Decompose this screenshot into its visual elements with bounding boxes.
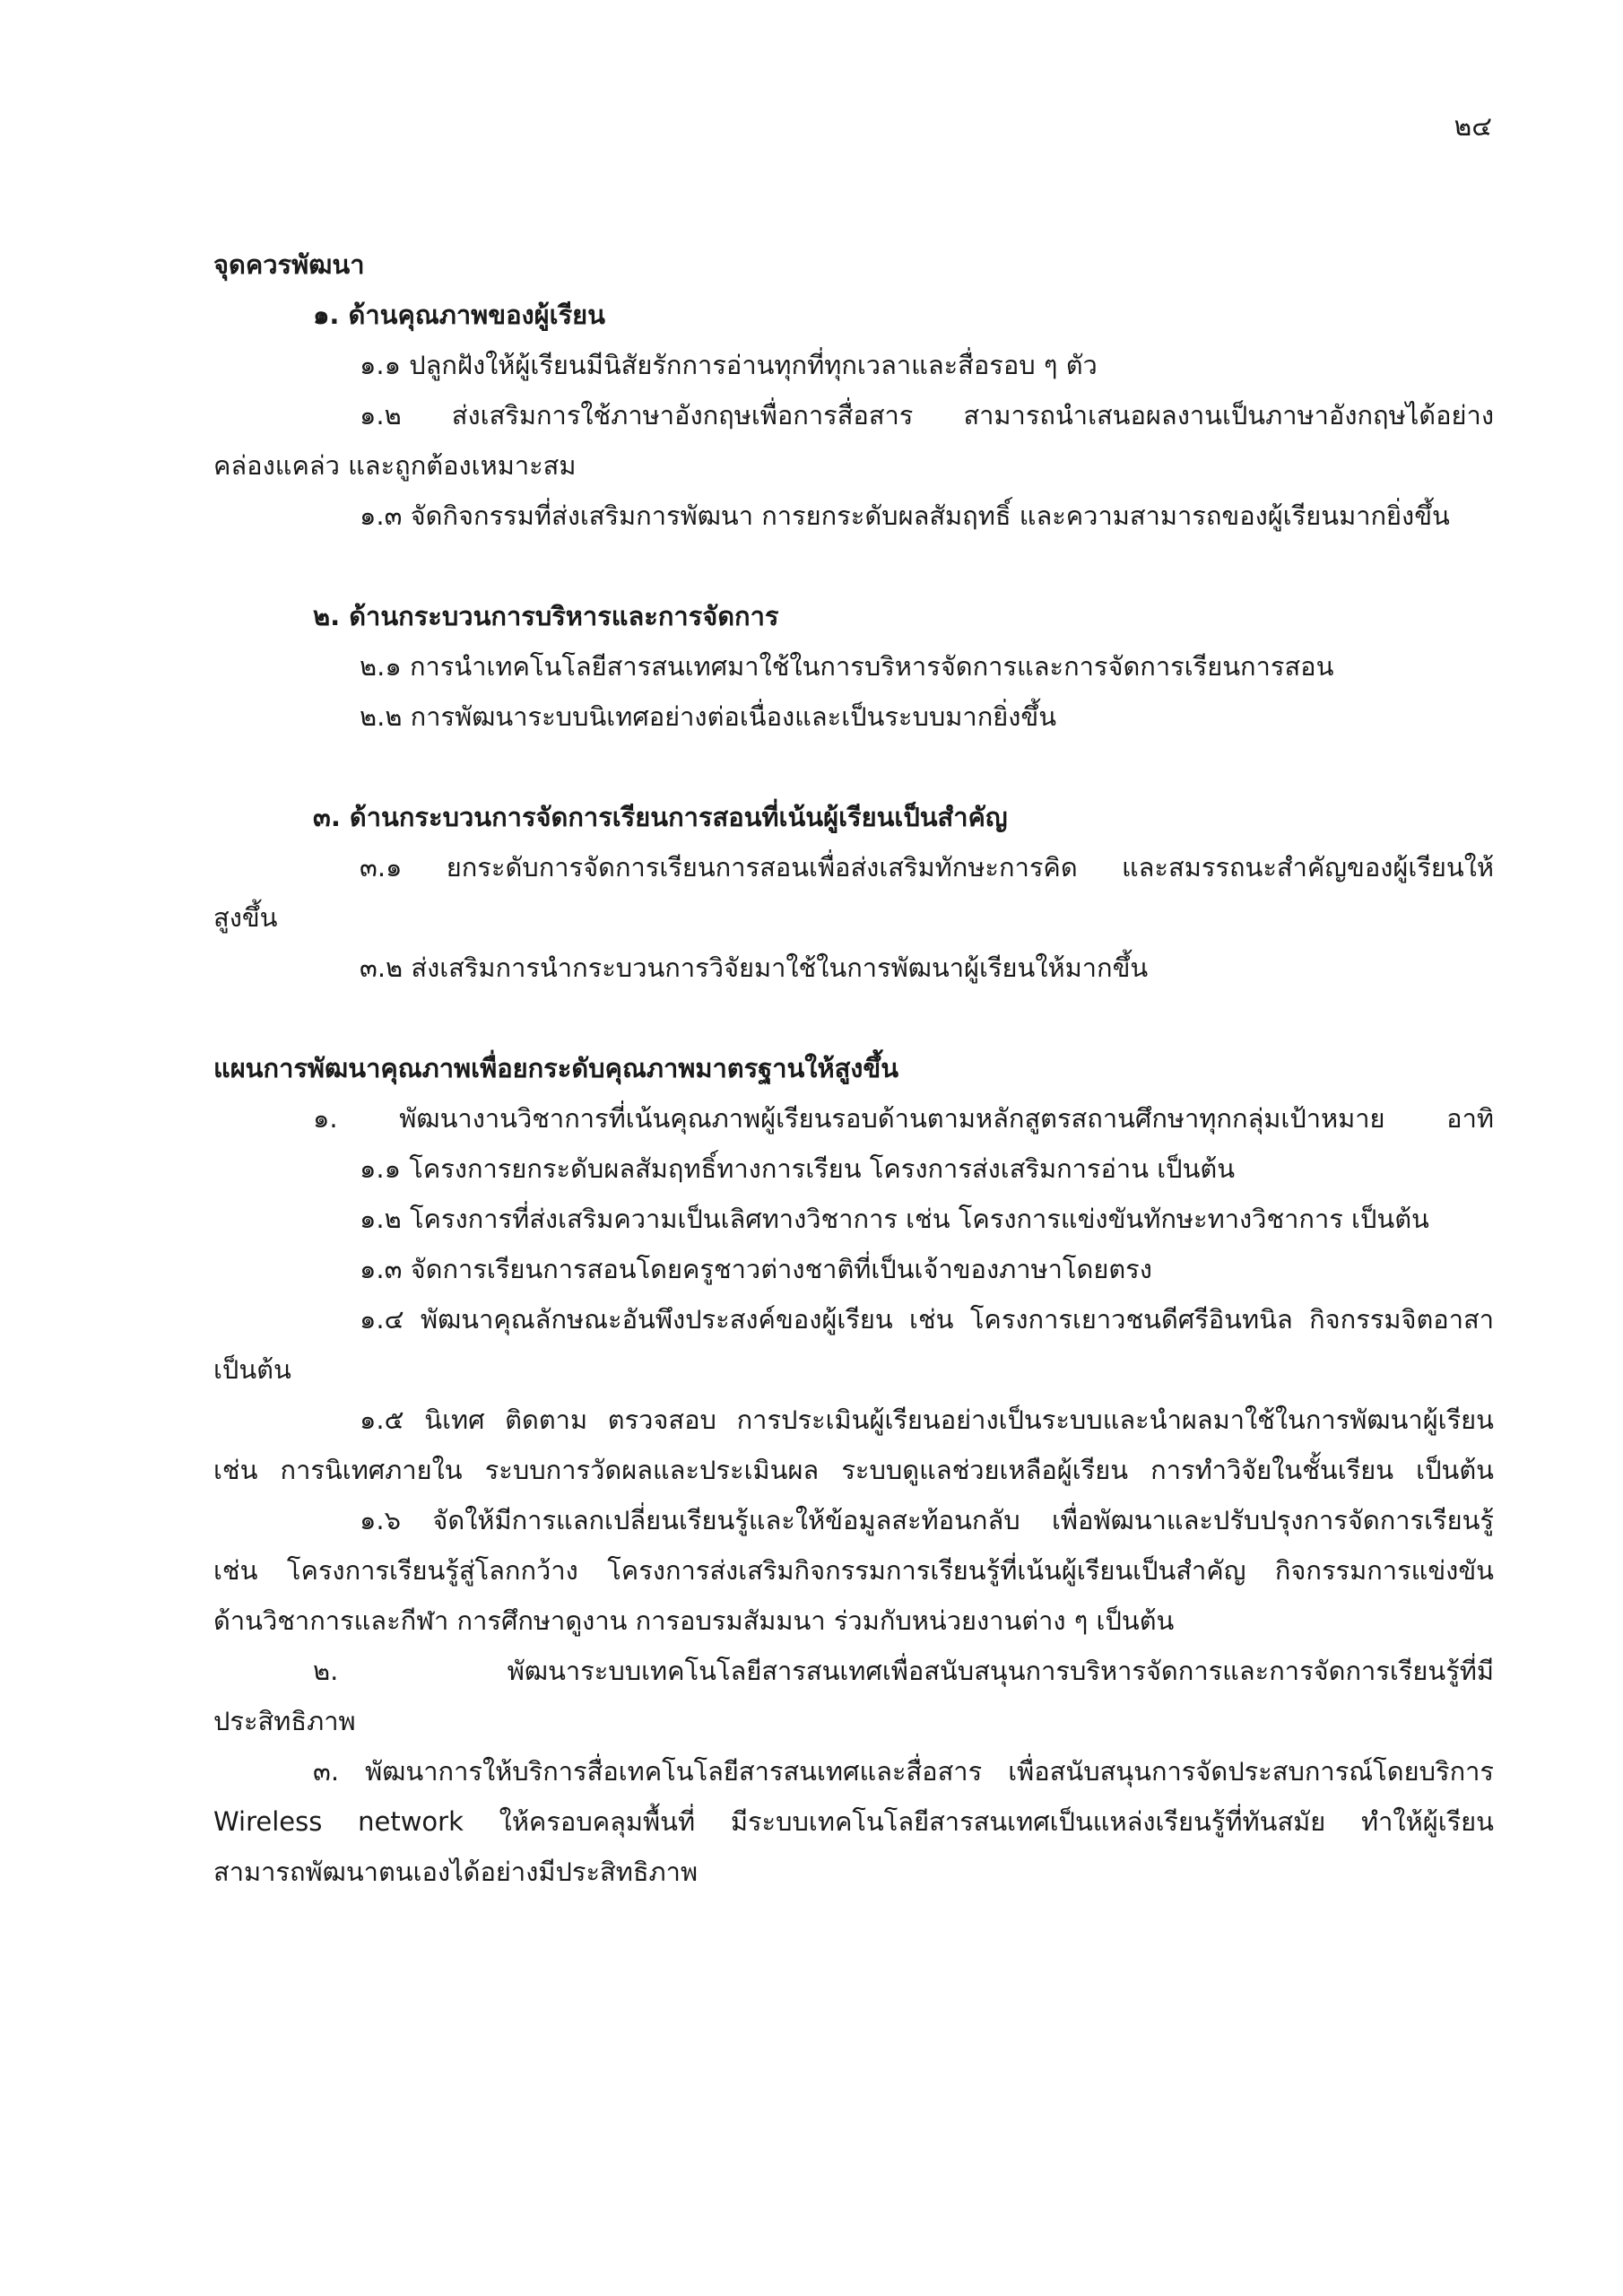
plan-point-2-line-2: ประสิทธิภาพ [213,1706,356,1736]
item-1-2-line-2: คล่องแคล่ว และถูกต้องเหมาะสม [213,450,577,481]
plan-item-1-3: ๑.๓ จัดการเรียนการสอนโดยครูชาวต่างชาติที่เป็นเจ้าของภาษาโดยตรง [360,1254,1152,1284]
page-number: ๒๔ [1454,111,1492,143]
plan-item-1-6-line-1: ๑.๖ จัดให้มีการแลกเปลี่ยนเรียนรู้และให้ข้อมูลสะท้อนกลับ เพื่อพัฒนาและปรับปรุงการจัดการเรียนรู้ [360,1505,1494,1535]
item-3-1-line-1: ๓.๑ ยกระดับการจัดการเรียนการสอนเพื่อส่งเสริมทักษะการคิด และสมรรถนะสำคัญของผู้เรียนให้ [360,852,1494,883]
plan-item-1-1: ๑.๑ โครงการยกระดับผลสัมฤทธิ์ทางการเรียน โครงการส่งเสริมการอ่าน เป็นต้น [360,1153,1236,1184]
plan-item-1-5-line-1: ๑.๕ นิเทศ ติดตาม ตรวจสอบ การประเมินผู้เรียนอย่างเป็นระบบและนำผลมาใช้ในการพัฒนาผู้เรียน [360,1405,1494,1435]
document-body [213,239,1494,1897]
item-3-2: ๓.๒ ส่งเสริมการนำกระบวนการวิจัยมาใช้ในการพัฒนาผู้เรียนให้มากขึ้น [360,952,1149,983]
section-3-title: ๓. ด้านกระบวนการจัดการเรียนการสอนที่เน้นผู้เรียนเป็นสำคัญ [313,802,1008,832]
item-2-1: ๒.๑ การนำเทคโนโลยีสารสนเทศมาใช้ในการบริหารจัดการและการจัดการเรียนการสอน [360,651,1334,682]
section-1-title: ๑. ด้านคุณภาพของผู้เรียน [313,300,605,330]
plan-item-1-6-line-2: เช่น โครงการเรียนรู้สู่โลกกว้าง โครงการส่งเสริมกิจกรรมการเรียนรู้ที่เน้นผู้เรียนเป็นสำคัญ กิจกรรมการแข่งขัน [213,1555,1494,1586]
plan-item-1-2: ๑.๒ โครงการที่ส่งเสริมความเป็นเลิศทางวิชาการ เช่น โครงการแข่งขันทักษะทางวิชาการ เป็นต้น [360,1204,1429,1234]
plan-point-2-line-1: ๒. พัฒนาระบบเทคโนโลยีสารสนเทศเพื่อสนับสนุนการบริหารจัดการและการจัดการเรียนรู้ที่มี [313,1656,1494,1686]
spacer [213,541,1494,591]
item-1-2-line-1: ๑.๒ ส่งเสริมการใช้ภาษาอังกฤษเพื่อการสื่อสาร สามารถนำเสนอผลงานเป็นภาษาอังกฤษได้อย่าง [360,400,1494,430]
plan-item-1-6-line-3: ด้านวิชาการและกีฬา การศึกษาดูงาน การอบรมสัมมนา ร่วมกับหน่วยงานต่าง ๆ เป็นต้น [213,1605,1175,1636]
spacer [213,993,1494,1043]
item-3-1-line-2: สูงขึ้น [213,902,278,933]
plan-item-1-4-line-1: ๑.๔ พัฒนาคุณลักษณะอันพึงประสงค์ของผู้เรียน เช่น โครงการเยาวชนดีศรีอินทนิล กิจกรรมจิตอาสา [360,1304,1494,1335]
plan-item-1-4-line-2: เป็นต้น [213,1354,291,1385]
plan-point-1: ๑. พัฒนางานวิชาการที่เน้นคุณภาพผู้เรียนรอบด้านตามหลักสูตรสถานศึกษาทุกกลุ่มเป้าหมาย อาทิ [313,1103,1494,1134]
spacer [213,742,1494,792]
plan-point-3-line-2: Wireless network ให้ครอบคลุมพื้นที่ มีระบบเทคโนโลยีสารสนเทศเป็นแหล่งเรียนรู้ที่ทันสมัย ทำให้ผู้เรียน [213,1806,1494,1837]
item-1-1: ๑.๑ ปลูกฝังให้ผู้เรียนมีนิสัยรักการอ่านทุกที่ทุกเวลาและสื่อรอบ ๆ ตัว [360,350,1098,380]
plan-point-3-line-3: สามารถพัฒนาตนเองได้อย่างมีประสิทธิภาพ [213,1857,699,1887]
item-1-3: ๑.๓ จัดกิจกรรมที่ส่งเสริมการพัฒนา การยกระดับผลสัมฤทธิ์ และความสามารถของผู้เรียนมากยิ่งขึ้น [360,500,1450,531]
plan-point-3-line-1: ๓. พัฒนาการให้บริการสื่อเทคโนโลยีสารสนเทศและสื่อสาร เพื่อสนับสนุนการจัดประสบการณ์โดยบริการ [313,1756,1494,1787]
plan-item-1-5-line-2: เช่น การนิเทศภายใน ระบบการวัดผลและประเมินผล ระบบดูแลช่วยเหลือผู้เรียน การทำวิจัยในชั้นเรียน เป็นต้น [213,1455,1494,1485]
item-2-2: ๒.๒ การพัฒนาระบบนิเทศอย่างต่อเนื่องและเป็นระบบมากยิ่งขึ้น [360,701,1057,732]
section-2-title: ๒. ด้านกระบวนการบริหารและการจัดการ [313,601,779,631]
development-heading: จุดควรพัฒนา [213,249,365,280]
plan-heading: แผนการพัฒนาคุณภาพเพื่อยกระดับคุณภาพมาตรฐานให้สูงขึ้น [213,1053,899,1083]
